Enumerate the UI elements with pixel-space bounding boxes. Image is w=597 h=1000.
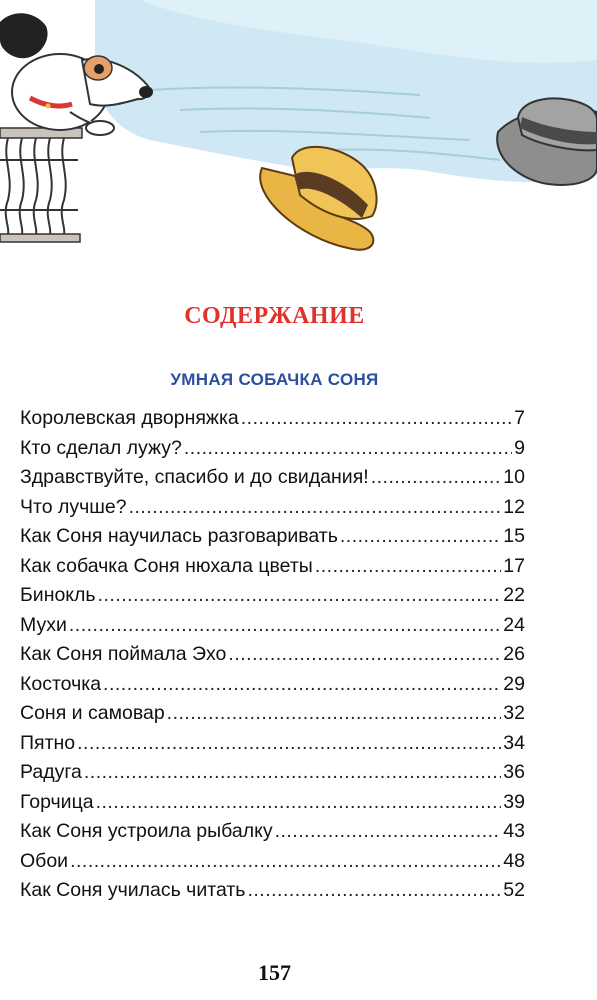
toc-entry <box>20 791 525 821</box>
toc-entry-page: 29 <box>503 672 525 695</box>
toc-leader-dots <box>340 525 501 548</box>
toc-leader-dots <box>167 702 502 725</box>
toc-entry-page: 52 <box>503 879 525 901</box>
toc-entry <box>20 850 525 880</box>
toc-entry <box>20 761 525 791</box>
toc-entry-title: Обои <box>20 849 69 872</box>
toc-entry-page: 12 <box>503 495 525 518</box>
toc-entry-title: Кто сделал лужу? <box>20 436 182 459</box>
toc-leader-dots <box>228 643 501 666</box>
toc-leader-dots <box>103 673 501 696</box>
toc-entry-title: Косточка <box>20 672 102 695</box>
toc-entry-title: Бинокль <box>20 584 96 606</box>
toc-entry-page: 24 <box>503 613 525 636</box>
toc-leader-dots <box>69 614 501 637</box>
toc-entry-page: 43 <box>503 820 525 842</box>
toc-leader-dots <box>70 850 501 873</box>
toc-entry <box>20 496 525 526</box>
toc-entry-page: 7 <box>514 407 525 429</box>
toc-leader-dots <box>247 879 501 902</box>
table-of-contents <box>20 407 525 909</box>
toc-entry <box>20 820 525 850</box>
toc-entry-page: 9 <box>514 436 525 459</box>
toc-entry-page: 39 <box>503 790 525 813</box>
toc-leader-dots <box>184 437 512 460</box>
toc-entry-title: Как Соня научилась разговаривать <box>20 525 338 547</box>
toc-leader-dots <box>241 407 512 430</box>
toc-leader-dots <box>371 466 502 489</box>
toc-entry-page: 17 <box>503 554 525 577</box>
toc-entry <box>20 584 525 614</box>
toc-leader-dots <box>315 555 501 578</box>
toc-entry <box>20 466 525 496</box>
toc-entry <box>20 407 525 437</box>
toc-entry-title: Пятно <box>20 731 76 754</box>
balcony-railing-icon <box>0 128 82 242</box>
contents-heading: СОДЕРЖАНИЕ <box>184 303 365 329</box>
toc-leader-dots <box>84 761 501 784</box>
toc-entry-title: Что лучше? <box>20 495 127 518</box>
toc-leader-dots <box>98 584 502 607</box>
toc-entry-page: 36 <box>503 761 525 783</box>
header-illustration <box>0 0 597 270</box>
toc-entry-title: Как Соня училась читать <box>20 879 246 901</box>
toc-entry-title: Как собачка Соня нюхала цветы <box>20 554 313 577</box>
toc-entry <box>20 643 525 673</box>
section-title: УМНАЯ СОБАЧКА СОНЯ <box>170 370 379 389</box>
toc-entry-page: 34 <box>503 731 525 754</box>
toc-leader-dots <box>77 732 501 755</box>
toc-entry-title: Здравствуйте, спасибо и до свидания! <box>20 466 369 488</box>
toc-entry <box>20 525 525 555</box>
toc-entry <box>20 673 525 703</box>
toc-entry-page: 22 <box>503 584 525 606</box>
toc-entry <box>20 702 525 732</box>
toc-entry <box>20 437 525 467</box>
toc-entry-page: 32 <box>503 702 525 724</box>
toc-entry-title: Как Соня поймала Эхо <box>20 643 227 665</box>
toc-entry-page: 10 <box>503 466 525 488</box>
page-number: 157 <box>258 960 291 985</box>
toc-entry <box>20 614 525 644</box>
toc-entry-title: Радуга <box>20 761 82 783</box>
toc-entry-title: Мухи <box>20 613 67 636</box>
toc-entry-title: Как Соня устроила рыбалку <box>20 820 273 842</box>
toc-entry-title: Королевская дворняжка <box>20 407 239 429</box>
toc-entry-title: Горчица <box>20 790 94 813</box>
toc-entry <box>20 555 525 585</box>
toc-entry-page: 26 <box>503 643 525 665</box>
toc-entry-page: 15 <box>503 525 525 547</box>
toc-entry-title: Соня и самовар <box>20 702 165 724</box>
toc-entry <box>20 732 525 762</box>
toc-entry <box>20 879 525 909</box>
toc-entry-page: 48 <box>503 849 525 872</box>
toc-leader-dots <box>96 791 502 814</box>
toc-leader-dots <box>275 820 502 843</box>
toc-leader-dots <box>129 496 502 519</box>
